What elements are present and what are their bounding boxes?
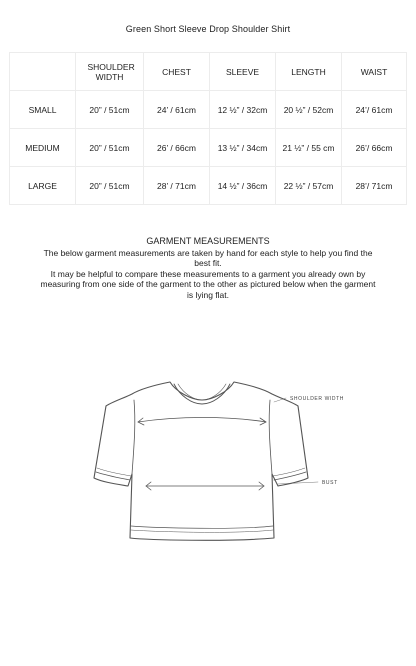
- sleeve-hem-left-inner: [97, 468, 131, 476]
- sleeve-hem-right-inner: [273, 468, 305, 476]
- bust-pointer-line: [278, 482, 318, 484]
- cell-shoulder: 20” / 51cm: [76, 91, 144, 129]
- sleeve-hem-left: [96, 472, 130, 480]
- shoulder-seam-right: [269, 400, 272, 474]
- cell-length: 21 ½” / 55 cm: [276, 129, 342, 167]
- cell-shoulder: 20” / 51cm: [76, 167, 144, 205]
- cell-waist: 26’/ 66cm: [342, 129, 407, 167]
- page-title: Green Short Sleeve Drop Shoulder Shirt: [125, 24, 291, 34]
- cell-chest: 28’ / 71cm: [144, 167, 210, 205]
- measurements-paragraph-2: It may be helpful to compare these measurements to a garment you already own by measuring from one side of the garment to the other as pictured below when the garment is lying flat.: [40, 268, 376, 300]
- header-shoulder-width-label: SHOULDER WIDTH: [87, 61, 135, 82]
- header-shoulder-width: [76, 53, 144, 91]
- cell-chest: 26’ / 66cm: [144, 129, 210, 167]
- measurements-paragraph-1: The below garment measurements are taken by hand for each style to help you find the best fit.: [43, 247, 373, 268]
- shoulder-seam-left: [132, 400, 135, 474]
- header-length: LENGTH: [276, 53, 342, 91]
- shirt-diagram: [88, 376, 388, 554]
- header-size: [10, 53, 76, 91]
- header-sleeve: SLEEVE: [210, 53, 276, 91]
- table-row: [10, 129, 407, 167]
- row-size-label: SMALL: [10, 91, 76, 129]
- measurements-heading: GARMENT MEASUREMENTS: [146, 236, 270, 246]
- cell-waist: 24’/ 61cm: [342, 91, 407, 129]
- header-chest: CHEST: [144, 53, 210, 91]
- sleeve-hem-right: [274, 472, 306, 480]
- cell-shoulder: 20” / 51cm: [76, 129, 144, 167]
- cell-waist: 28’/ 71cm: [342, 167, 407, 205]
- bottom-hem-inner: [131, 530, 273, 532]
- cell-sleeve: 14 ½” / 36cm: [210, 167, 276, 205]
- size-chart-table: [9, 52, 407, 205]
- cell-length: 20 ½” / 52cm: [276, 91, 342, 129]
- table-row: [10, 91, 407, 129]
- garment-measurements-section: [40, 236, 376, 300]
- shoulder-width-arrow: [138, 418, 266, 423]
- shoulder-width-label: SHOULDER WIDTH: [290, 396, 344, 402]
- cell-sleeve: 12 ½” / 32cm: [210, 91, 276, 129]
- row-size-label: MEDIUM: [10, 129, 76, 167]
- bust-label: BUST: [322, 480, 338, 486]
- cell-length: 22 ½” / 57cm: [276, 167, 342, 205]
- cell-chest: 24’ / 61cm: [144, 91, 210, 129]
- bottom-hem: [131, 526, 273, 528]
- table-header-row: [10, 53, 407, 91]
- table-row: [10, 167, 407, 205]
- shirt-outline: [94, 382, 308, 540]
- cell-sleeve: 13 ½” / 34cm: [210, 129, 276, 167]
- row-size-label: LARGE: [10, 167, 76, 205]
- header-waist: WAIST: [342, 53, 407, 91]
- shoulder-pointer-line: [274, 398, 286, 402]
